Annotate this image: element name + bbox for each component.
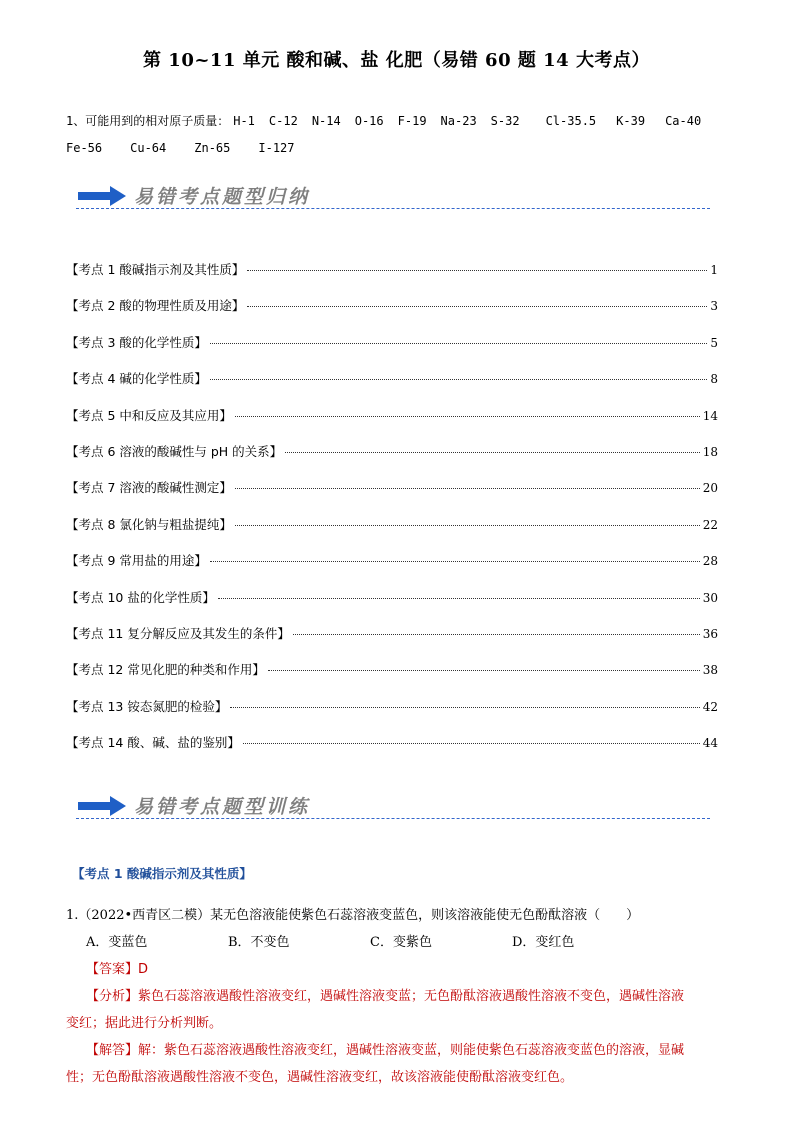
toc-leader-dots — [235, 525, 700, 526]
toc-entry-label: 【考点 8 氯化钠与粗盐提纯】 — [66, 516, 232, 532]
atomic-mass-item: K-39 — [616, 114, 646, 128]
training-banner-text: 易错考点题型训练 — [134, 796, 311, 818]
toc-leader-dots — [210, 343, 707, 344]
arrow-right-icon — [78, 186, 126, 206]
toc-leader-dots — [235, 416, 700, 417]
atomic-mass-item: Zn-65 — [194, 141, 231, 155]
atomic-mass-item: Cu-64 — [130, 141, 167, 155]
toc-entry[interactable] — [66, 588, 718, 624]
toc-entry-label: 【考点 6 溶液的酸碱性与 pH 的关系】 — [66, 443, 283, 459]
arrow-right-icon — [78, 796, 126, 816]
toc-entry-page: 44 — [702, 736, 718, 751]
toc-entry-label: 【考点 1 酸碱指示剂及其性质】 — [66, 262, 245, 277]
atomic-mass-item: S-32 — [490, 114, 520, 128]
banner-divider — [76, 208, 710, 209]
toc-entry[interactable] — [66, 660, 718, 696]
toc-entry-page: 5 — [710, 335, 718, 350]
toc-entry-label: 【考点 4 碱的化学性质】 — [66, 371, 207, 387]
toc-entry-page: 30 — [702, 590, 718, 605]
table-of-contents — [66, 260, 718, 769]
toc-entry[interactable] — [66, 442, 718, 478]
toc-entry-page: 1 — [710, 263, 718, 277]
toc-entry-page: 3 — [710, 299, 718, 314]
toc-entry-page: 8 — [710, 372, 718, 387]
toc-entry-label: 【考点 7 溶液的酸碱性测定】 — [66, 480, 232, 496]
toc-leader-dots — [218, 598, 700, 599]
toc-entry-label: 【考点 12 常见化肥的种类和作用】 — [66, 662, 265, 678]
atomic-mass-list — [66, 108, 726, 162]
answer-line: 【答案】D — [86, 962, 149, 977]
toc-entry-label: 【考点 10 盐的化学性质】 — [66, 589, 215, 605]
toc-leader-dots — [247, 270, 707, 271]
solution-line: 【解答】解：紫色石蕊溶液遇酸性溶液变红，遇碱性溶液变蓝，则能使紫色石蕊溶液变蓝色的溶液，显碱 — [86, 1043, 685, 1058]
toc-leader-dots — [235, 488, 700, 489]
toc-entry[interactable] — [66, 333, 718, 369]
option-d: D．变红色 — [512, 935, 575, 950]
question-stem: 1.（2022•西青区二模）某无色溶液能使紫色石蕊溶液变蓝色，则该溶液能使无色酚酞溶液（ ） — [66, 908, 640, 923]
atomic-mass-item: Na-23 — [440, 114, 477, 128]
toc-entry-label: 【考点 2 酸的物理性质及用途】 — [66, 298, 245, 314]
toc-leader-dots — [247, 306, 707, 307]
atomic-mass-item: H-1 — [233, 114, 255, 128]
atomic-mass-item: C-12 — [268, 114, 298, 128]
toc-entry[interactable] — [66, 369, 718, 405]
toc-leader-dots — [285, 452, 700, 453]
atomic-mass-item: F-19 — [397, 114, 427, 128]
toc-leader-dots — [293, 634, 700, 635]
toc-entry[interactable] — [66, 478, 718, 514]
toc-leader-dots — [230, 707, 699, 708]
page-title: 第 10~11 单元 酸和碱、盐 化肥（易错 60 题 14 大考点） — [143, 50, 650, 71]
toc-entry[interactable] — [66, 260, 718, 296]
option-b: B．不变色 — [228, 935, 290, 950]
toc-entry[interactable] — [66, 515, 718, 551]
analysis-line: 【分析】紫色石蕊溶液遇酸性溶液变红，遇碱性溶液变蓝；无色酚酞溶液遇酸性溶液不变色，遇碱性溶液 — [86, 989, 685, 1004]
toc-leader-dots — [243, 743, 700, 744]
toc-entry-label: 【考点 13 铵态氮肥的检验】 — [66, 698, 228, 714]
option-c: C．变紫色 — [370, 935, 432, 950]
atomic-mass-item: Fe-56 — [66, 141, 103, 155]
solution-line-cont: 性；无色酚酞溶液遇酸性溶液不变色，遇碱性溶液变红，故该溶液能使酚酞溶液变红色。 — [66, 1070, 574, 1085]
training-banner — [70, 790, 710, 824]
atomic-mass-item: I-127 — [258, 141, 295, 155]
toc-entry-label: 【考点 9 常用盐的用途】 — [66, 553, 207, 569]
toc-entry-label: 【考点 5 中和反应及其应用】 — [66, 407, 232, 423]
toc-entry[interactable] — [66, 697, 718, 733]
toc-leader-dots — [210, 561, 700, 562]
section-heading: 【考点 1 酸碱指示剂及其性质】 — [72, 866, 252, 881]
toc-entry-page: 14 — [702, 408, 718, 423]
toc-entry-page: 42 — [702, 699, 718, 714]
summary-banner-text: 易错考点题型归纳 — [134, 186, 311, 208]
toc-entry-label: 【考点 3 酸的化学性质】 — [66, 334, 207, 350]
question-options — [66, 929, 730, 956]
toc-entry-label: 【考点 11 复分解反应及其发生的条件】 — [66, 625, 290, 641]
toc-entry-page: 28 — [702, 554, 718, 569]
option-a: A．变蓝色 — [86, 935, 148, 950]
atomic-mass-prefix: 1、可能用到的相对原子质量： — [66, 114, 230, 128]
atomic-mass-item: N-14 — [311, 114, 341, 128]
banner-divider — [76, 818, 710, 819]
toc-entry-label: 【考点 14 酸、碱、盐的鉴别】 — [66, 735, 240, 751]
toc-entry-page: 22 — [702, 517, 718, 532]
toc-entry[interactable] — [66, 733, 718, 769]
toc-entry[interactable] — [66, 551, 718, 587]
toc-entry[interactable] — [66, 624, 718, 660]
question-block — [66, 902, 730, 1091]
atomic-mass-item: O-16 — [354, 114, 384, 128]
toc-entry-page: 36 — [702, 626, 718, 641]
summary-banner — [70, 180, 710, 214]
toc-entry-page: 20 — [702, 481, 718, 496]
toc-entry-page: 38 — [702, 663, 718, 678]
atomic-mass-item: Ca-40 — [665, 114, 702, 128]
toc-entry-page: 18 — [702, 444, 718, 459]
toc-entry[interactable] — [66, 406, 718, 442]
toc-leader-dots — [210, 379, 707, 380]
toc-entry[interactable] — [66, 296, 718, 332]
atomic-mass-item: Cl-35.5 — [545, 114, 597, 128]
toc-leader-dots — [268, 670, 700, 671]
analysis-line-cont: 变红；据此进行分析判断。 — [66, 1016, 223, 1031]
